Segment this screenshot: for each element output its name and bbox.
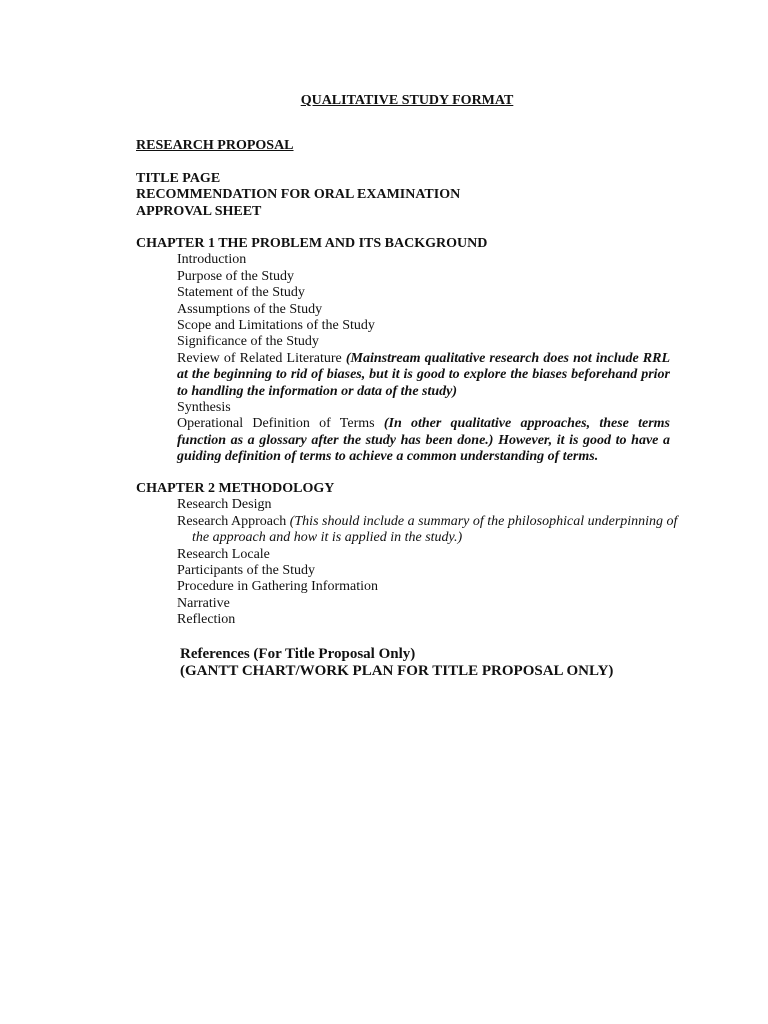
front-matter-title-page: TITLE PAGE bbox=[136, 171, 221, 186]
rrl-label: Review of Related Literature bbox=[177, 350, 342, 366]
odt-label: Operational Definition of Terms bbox=[177, 416, 375, 432]
gantt-line: (GANTT CHART/WORK PLAN FOR TITLE PROPOSAL ONLY) bbox=[180, 663, 614, 679]
front-matter-list bbox=[136, 171, 670, 220]
chapter-1-item: Assumptions of the Study bbox=[177, 301, 323, 317]
document-title: QUALITATIVE STUDY FORMAT bbox=[300, 93, 514, 108]
chapter-2-item: Research Locale bbox=[177, 546, 270, 562]
chapter-2-item: Narrative bbox=[177, 595, 230, 611]
approach-note: (This should include a summary of the philosophical underpinning of the approach and how it is applied in the study.) bbox=[192, 513, 678, 546]
approach-label: Research Approach bbox=[177, 513, 287, 529]
research-approach-paragraph bbox=[136, 514, 682, 547]
chapter-1-item: Scope and Limitations of the Study bbox=[177, 318, 375, 334]
rrl-paragraph bbox=[136, 351, 670, 400]
odt-note: (In other qualitative approaches, these terms function as a glossary after the study has been done.) However, it is good to have a guiding definition of terms to achieve a common understanding of terms. bbox=[177, 416, 671, 465]
chapter-1-section bbox=[136, 236, 670, 466]
chapter-2-item: Procedure in Gathering Information bbox=[177, 579, 378, 595]
chapter-1-item: Introduction bbox=[177, 252, 247, 268]
odt-paragraph bbox=[136, 416, 670, 465]
rrl-note: (Mainstream qualitative research does not include RRL at the beginning to rid of biases, but it is good to explore the biases beforehand prior to handling the information or data of the study) bbox=[177, 350, 671, 399]
chapter-2-heading: CHAPTER 2 METHODOLOGY bbox=[136, 481, 335, 496]
section-heading: RESEARCH PROPOSAL bbox=[136, 138, 294, 153]
references-block bbox=[180, 646, 613, 680]
chapter-2-item: Participants of the Study bbox=[177, 563, 316, 579]
chapter-2-section bbox=[136, 481, 678, 629]
chapter-1-heading: CHAPTER 1 THE PROBLEM AND ITS BACKGROUND bbox=[136, 236, 488, 251]
chapter-1-synthesis: Synthesis bbox=[177, 400, 231, 416]
front-matter-approval-sheet: APPROVAL SHEET bbox=[136, 203, 262, 219]
research-proposal-heading bbox=[136, 138, 670, 154]
chapter-1-item: Purpose of the Study bbox=[177, 268, 295, 284]
chapter-1-item: Significance of the Study bbox=[177, 334, 319, 350]
front-matter-recommendation: RECOMMENDATION FOR ORAL EXAMINATION bbox=[136, 187, 461, 203]
chapter-2-item: Research Design bbox=[177, 497, 272, 513]
references-line: References (For Title Proposal Only) bbox=[180, 646, 416, 662]
chapter-1-item: Statement of the Study bbox=[177, 285, 305, 301]
chapter-2-item: Reflection bbox=[177, 612, 236, 628]
